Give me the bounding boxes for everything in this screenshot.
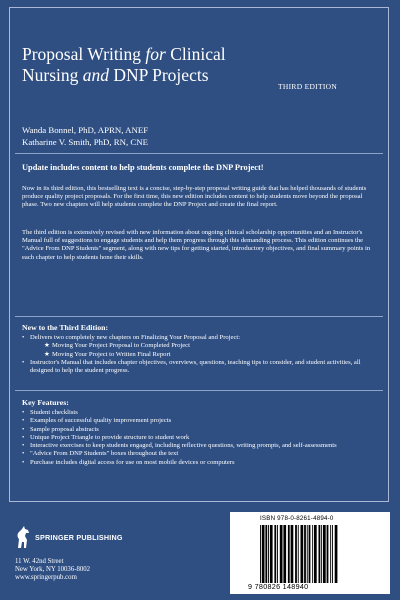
ean-digits: 9 780826 148940 bbox=[248, 582, 309, 591]
sub-list-item bbox=[44, 351, 378, 359]
barcode-bar bbox=[301, 525, 304, 583]
features-title: Key Features: bbox=[22, 398, 69, 407]
title-text: DNP Projects bbox=[109, 65, 209, 85]
barcode-bar bbox=[321, 525, 322, 583]
barcode-bar bbox=[332, 525, 333, 583]
barcode-bar bbox=[270, 525, 273, 583]
list-item bbox=[22, 459, 378, 467]
barcode-bar bbox=[277, 525, 278, 583]
list-item bbox=[22, 434, 378, 442]
features-list bbox=[22, 409, 378, 467]
barcode-bar bbox=[291, 525, 294, 583]
list-item-text: Examples of successful quality improvement projects bbox=[30, 417, 172, 425]
divider bbox=[15, 316, 383, 317]
list-item-text: Sample proposal abstracts bbox=[30, 425, 99, 433]
springer-horse-icon bbox=[14, 524, 32, 550]
isbn-label: ISBN 978-0-8261-4894-0 bbox=[260, 515, 334, 522]
barcode-bar bbox=[335, 525, 338, 583]
title-text: Clinical bbox=[165, 44, 226, 64]
title-text: Nursing bbox=[22, 65, 83, 85]
list-item-text: Purchase includes digital access for use on most mobile devices or computers bbox=[30, 458, 235, 466]
bullet-icon: • bbox=[22, 425, 25, 433]
new-section-title: New to the Third Edition: bbox=[22, 323, 109, 332]
barcode-bar bbox=[330, 525, 331, 583]
list-item bbox=[22, 417, 378, 425]
list-item-text: Instructor's Manual that includes chapter objectives, overviews, questions, teaching tips to consider, and student activities, all designed to help the student progress. bbox=[30, 358, 361, 375]
list-item bbox=[22, 359, 378, 376]
barcode-bar bbox=[283, 525, 286, 583]
list-item-text: Student checklists bbox=[30, 409, 78, 416]
list-item-text: Unique Project Triangle to provide structure to student work bbox=[30, 433, 190, 441]
publisher-logo bbox=[14, 524, 123, 550]
list-item bbox=[22, 442, 378, 450]
book-title bbox=[22, 44, 226, 86]
description-paragraph: Now in its third edition, this bestselling text is a concise, step-by-step proposal writing guide that has helped thousands of students produce quality project proposals. For the first time, this new edition includes content to help students move beyond the proposal phase. Two new chapters will help students complete the DNP Project and create the final report. bbox=[22, 185, 367, 209]
barcode-bar bbox=[309, 525, 311, 583]
bullet-icon: • bbox=[22, 433, 25, 441]
barcode-bar bbox=[265, 525, 267, 583]
list-item-text: Interactive exercises to keep students engaged, including reflective questions, writing prompts, and self-assessments bbox=[30, 442, 337, 450]
title-text: Proposal Writing bbox=[22, 44, 146, 64]
bullet-icon: • bbox=[22, 417, 25, 425]
star-bullet-icon: ★ bbox=[44, 350, 50, 358]
bullet-icon: • bbox=[22, 458, 25, 466]
barcode-bar bbox=[262, 525, 265, 583]
barcode-bar bbox=[280, 525, 283, 583]
list-item bbox=[22, 334, 378, 359]
barcode-panel bbox=[230, 512, 390, 594]
bullet-icon: • bbox=[22, 442, 25, 450]
barcode-bar bbox=[260, 525, 261, 583]
list-item bbox=[22, 409, 378, 417]
barcode-bar bbox=[288, 525, 290, 583]
author-list bbox=[22, 124, 148, 148]
list-item-text: "Advice From DNP Students" boxes throughout the text bbox=[30, 450, 179, 458]
sub-list-item-text: Moving Your Project to Written Final Report bbox=[52, 350, 171, 358]
title-italic: and bbox=[82, 65, 110, 85]
address-line: www.springerpub.com bbox=[15, 574, 77, 582]
address-line: 11 W. 42nd Street bbox=[15, 558, 64, 565]
barcode-bar bbox=[304, 525, 306, 583]
barcode-bar bbox=[327, 525, 329, 583]
sub-list-item-text: Moving Your Project Proposal to Completed Project bbox=[52, 342, 190, 350]
bullet-icon: • bbox=[22, 409, 25, 416]
list-item bbox=[22, 426, 378, 434]
barcode-bar bbox=[298, 525, 299, 583]
title-line-2 bbox=[22, 65, 209, 85]
barcode-bar bbox=[307, 525, 308, 583]
description-paragraph: The third edition is extensively revised with new information about ongoing clinical scholarship opportunities and an Instructor's Manual full of suggestions to engage students and help them progress through this demanding process. This edition continues the "Advice From DNP Students" segment, along with new tips for getting started, introductory objectives, and final summary points in each chapter to help students hone their skills. bbox=[22, 229, 371, 261]
sub-list bbox=[30, 342, 378, 359]
bullet-icon: • bbox=[22, 450, 25, 458]
barcode-bar bbox=[268, 525, 269, 583]
title-line-1 bbox=[22, 44, 226, 64]
barcode-bar bbox=[274, 525, 276, 583]
sub-list-item bbox=[44, 342, 378, 350]
author-name: Wanda Bonnel, PhD, APRN, ANEF bbox=[22, 125, 149, 135]
list-item-text: Delivers two completely new chapters on Finalizing Your Proposal and Project: bbox=[30, 334, 241, 341]
title-italic: for bbox=[145, 44, 166, 64]
barcode-bar bbox=[323, 525, 326, 583]
barcode-bar bbox=[312, 525, 313, 583]
new-section-list bbox=[22, 334, 378, 375]
list-item bbox=[22, 450, 378, 458]
edition-label: THIRD EDITION bbox=[278, 82, 338, 91]
address-line: New York, NY 10036-8002 bbox=[15, 566, 91, 574]
divider bbox=[15, 153, 383, 154]
barcode-bar bbox=[295, 525, 297, 583]
bullet-icon: • bbox=[22, 358, 25, 366]
publisher-address bbox=[15, 558, 90, 583]
highlight-text: Update includes content to help students complete the DNP Project! bbox=[22, 163, 264, 172]
barcode-bars bbox=[258, 525, 382, 583]
author-name: Katharine V. Smith, PhD, RN, CNE bbox=[22, 137, 149, 147]
barcode-bar bbox=[319, 525, 321, 583]
publisher-name: SPRINGER PUBLISHING bbox=[35, 532, 123, 542]
divider bbox=[15, 390, 383, 391]
star-bullet-icon: ★ bbox=[44, 342, 50, 350]
bullet-icon: • bbox=[22, 334, 25, 341]
barcode-bar bbox=[314, 525, 317, 583]
